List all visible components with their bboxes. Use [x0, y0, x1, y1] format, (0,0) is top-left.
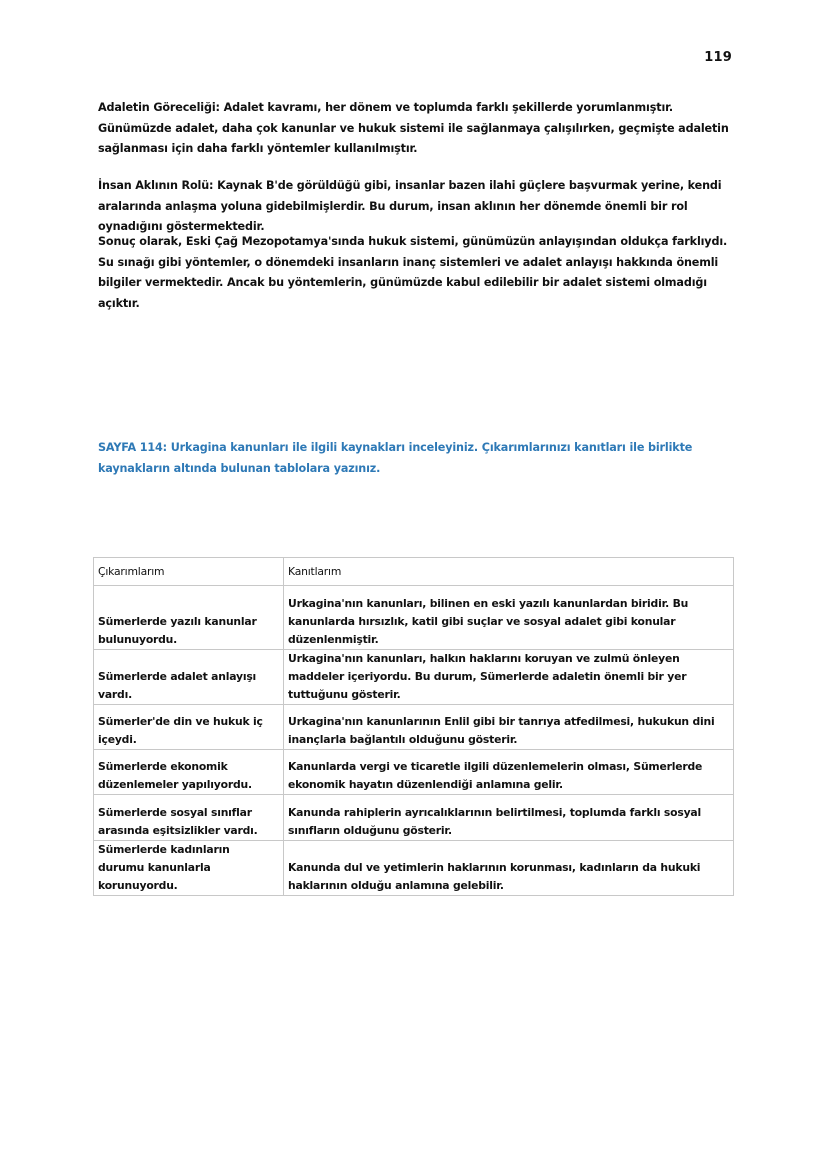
page-number: 119	[704, 50, 732, 65]
inference-cell: Sümerlerde adalet anlayışı vardı.	[94, 650, 284, 705]
inference-cell: Sümerlerde sosyal sınıflar arasında eşitsizlikler vardı.	[94, 795, 284, 841]
header-kanitlarim: Kanıtlarım	[284, 558, 734, 586]
evidence-cell: Urkagina'nın kanunları, bilinen en eski yazılı kanunlardan biridir. Bu kanunlarda hırsızlık, katil gibi suçlar ve sosyal adalet gibi konular düzenlenmiştir.	[284, 586, 734, 650]
paragraph-adaletin-goreceligi: Adaletin Göreceliği: Adalet kavramı, her dönem ve toplumda farklı şekillerde yorumlanmıştır. Günümüzde adalet, daha çok kanunlar ve hukuk sistemi ile sağlanmaya çalışılırken, geçmişte adaletin sağlanması için daha farklı yöntemler kullanılmıştır.	[98, 101, 729, 155]
table-row	[94, 750, 734, 795]
table-row	[94, 650, 734, 705]
header-cikarimlarim: Çıkarımlarım	[94, 558, 284, 586]
table-row	[94, 586, 734, 650]
inference-cell: Sümerlerde kadınların durumu kanunlarla korunuyordu.	[94, 841, 284, 896]
inference-cell: Sümerler'de din ve hukuk iç içeydi.	[94, 705, 284, 750]
paragraph-insan-aklinin-rolu: İnsan Aklının Rolü: Kaynak B'de görüldüğü gibi, insanlar bazen ilahi güçlere başvurmak yerine, kendi aralarında anlaşma yoluna gidebilmişlerdir. Bu durum, insan aklının her dönemde önemli bir rol oynadığını göstermektedir.	[98, 179, 722, 233]
paragraph-sonuc: Sonuç olarak, Eski Çağ Mezopotamya'sında hukuk sistemi, günümüzün anlayışından oldukça farklıydı. Su sınağı gibi yöntemler, o dönemdeki insanların inanç sistemleri ve adalet anlayışı hakkında önemli bilgiler vermektedir. Ancak bu yöntemlerin, günümüzde kabul edilebilir bir adalet sistemi olmadığı açıktır.	[98, 235, 728, 310]
table-header-row	[94, 558, 734, 586]
evidence-cell: Kanunda rahiplerin ayrıcalıklarının belirtilmesi, toplumda farklı sosyal sınıfların olduğunu gösterir.	[284, 795, 734, 841]
table-row	[94, 705, 734, 750]
evidence-cell: Urkagina'nın kanunları, halkın haklarını koruyan ve zulmü önleyen maddeler içeriyordu. Bu durum, Sümerlerde adaletin önemli bir yer tuttuğunu gösterir.	[284, 650, 734, 705]
inference-cell: Sümerlerde ekonomik düzenlemeler yapılıyordu.	[94, 750, 284, 795]
inference-cell: Sümerlerde yazılı kanunlar bulunuyordu.	[94, 586, 284, 650]
task-instruction: SAYFA 114: Urkagina kanunları ile ilgili kaynakları inceleyiniz. Çıkarımlarınızı kanıtları ile birlikte kaynakların altında bulunan tablolara yazınız.	[98, 441, 693, 475]
evidence-cell: Kanunlarda vergi ve ticaretle ilgili düzenlemelerin olması, Sümerlerde ekonomik hayatın düzenlendiği anlamına gelir.	[284, 750, 734, 795]
evidence-cell: Kanunda dul ve yetimlerin haklarının korunması, kadınların da hukuki haklarının olduğu anlamına gelebilir.	[284, 841, 734, 896]
table-row	[94, 795, 734, 841]
evidence-cell: Urkagina'nın kanunlarının Enlil gibi bir tanrıya atfedilmesi, hukukun dini inançlarla bağlantılı olduğunu gösterir.	[284, 705, 734, 750]
inference-evidence-table	[93, 557, 734, 896]
table-row	[94, 841, 734, 896]
